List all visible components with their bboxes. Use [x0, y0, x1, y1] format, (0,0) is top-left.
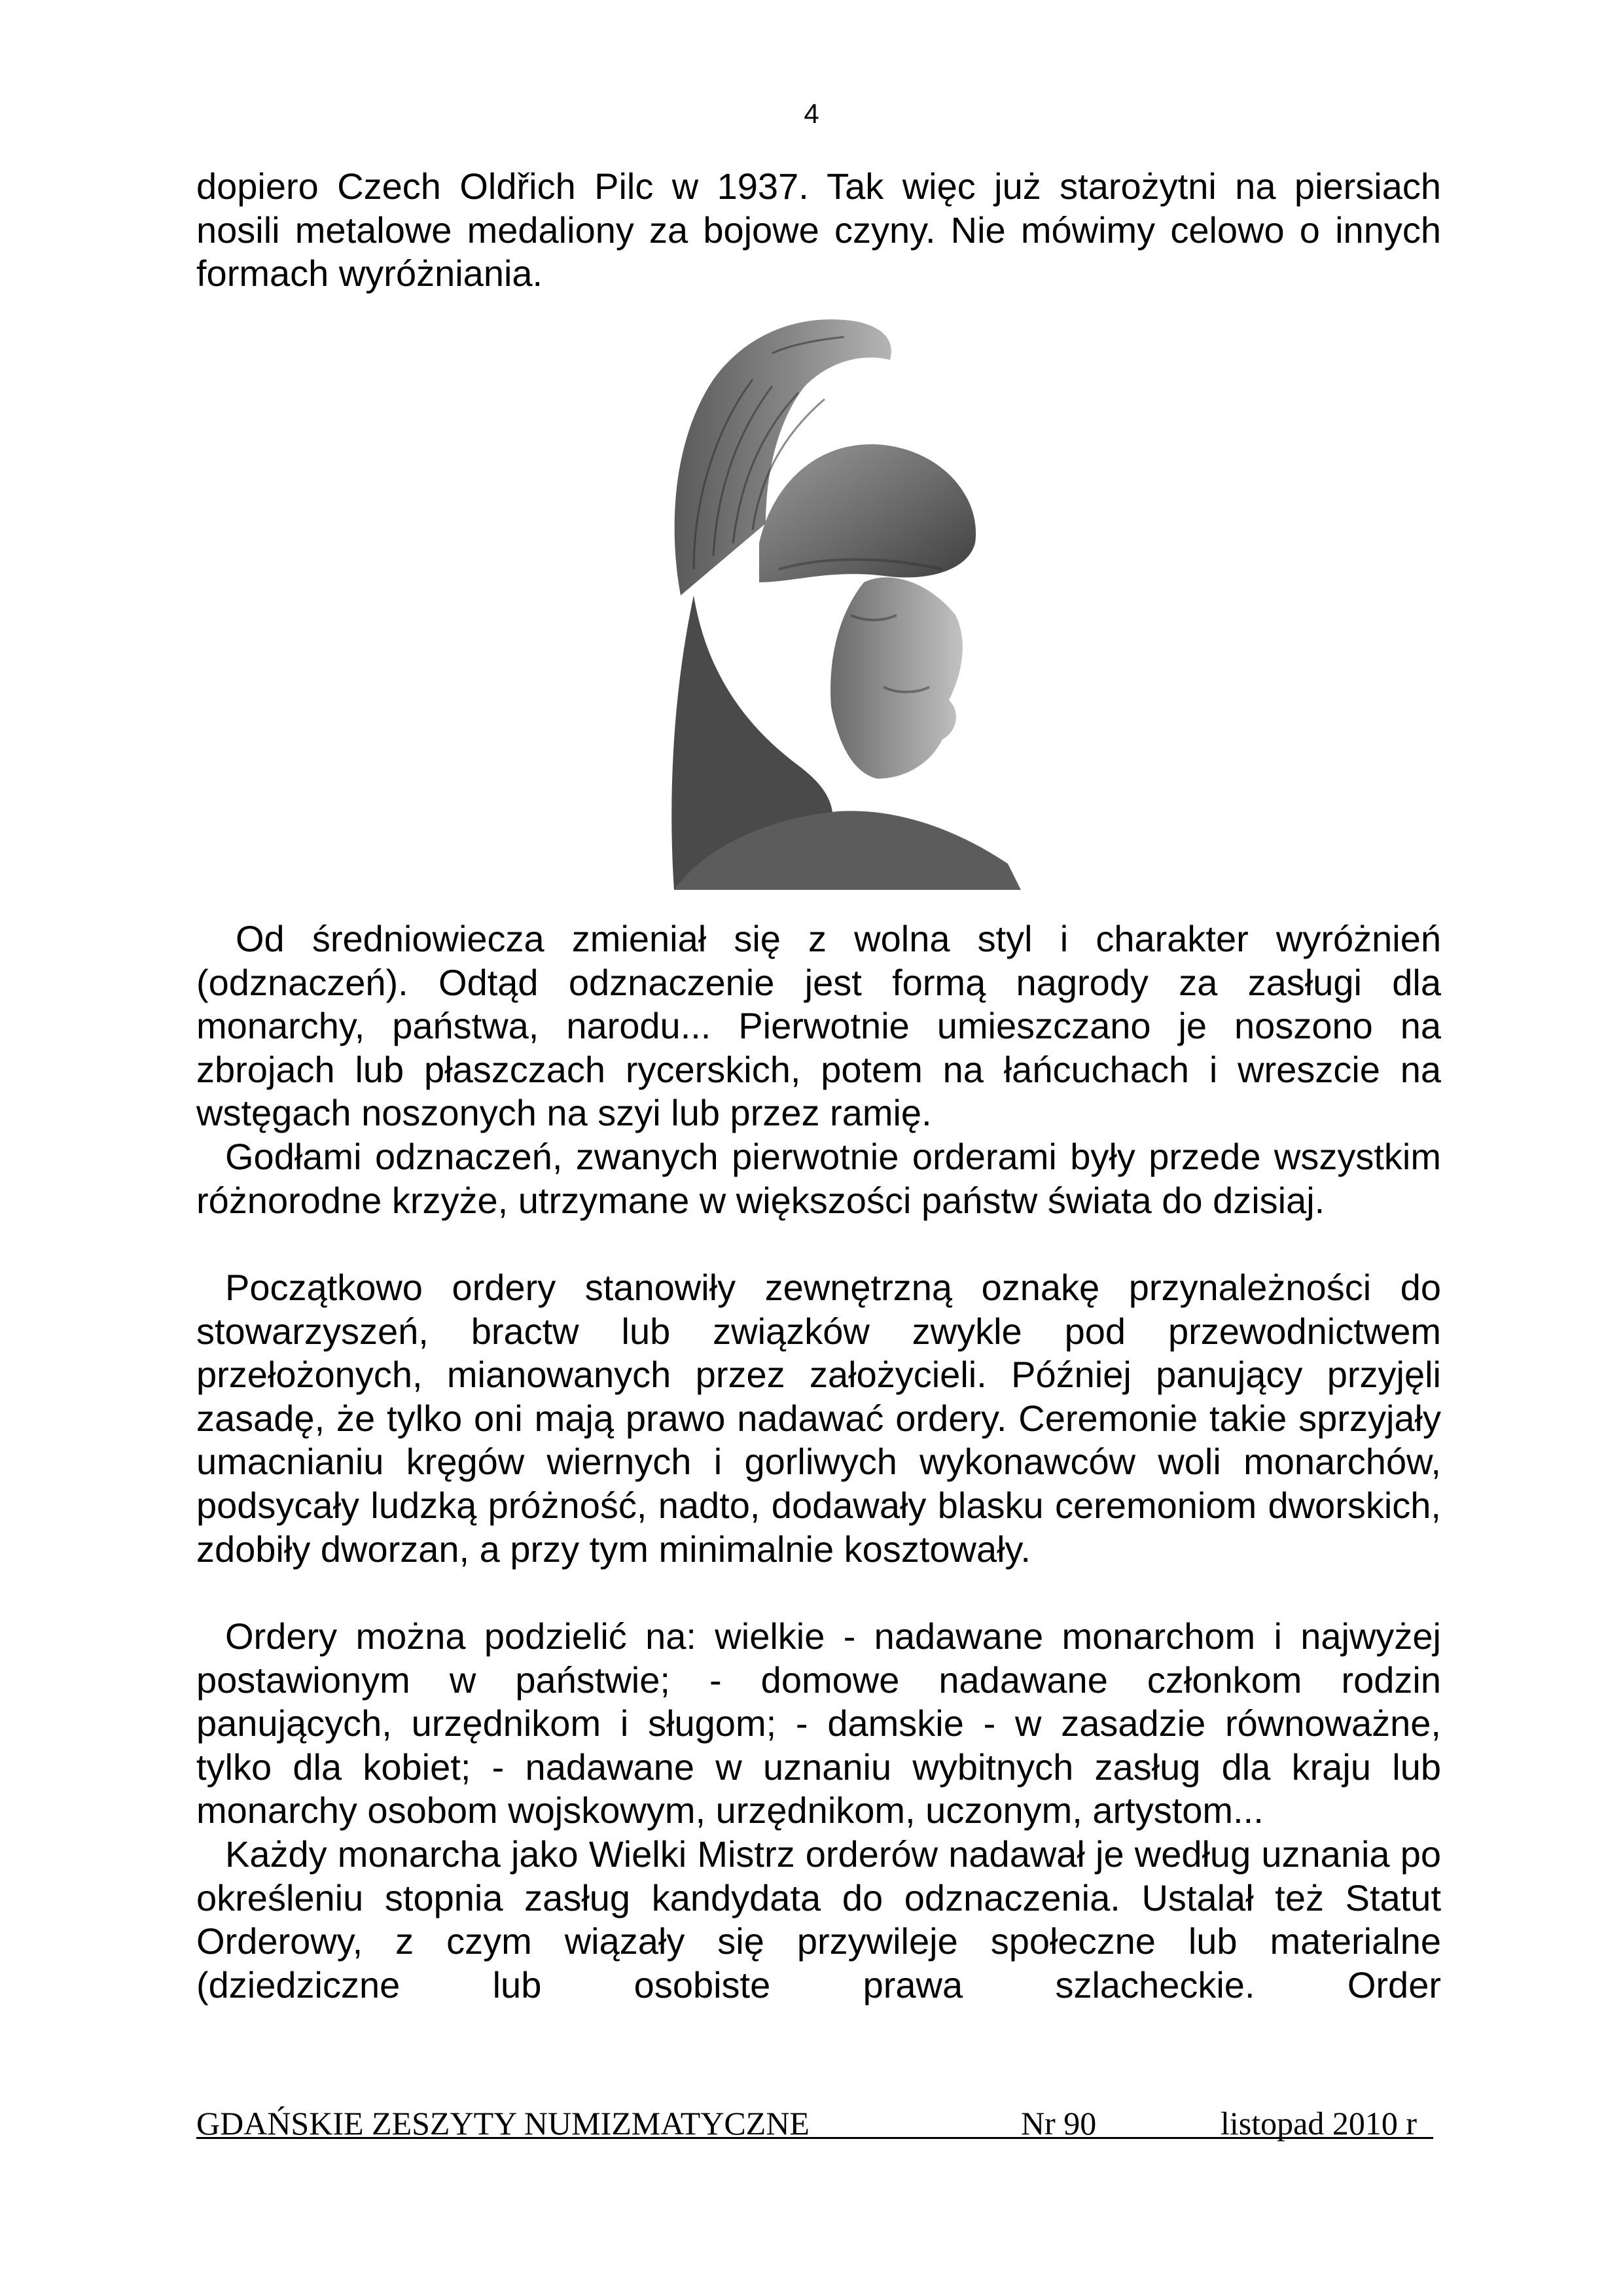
- issue-number: Nr 90: [1021, 2105, 1097, 2142]
- helmeted-bust-illustration: [668, 308, 1021, 890]
- page-footer: [196, 2104, 1427, 2144]
- issue-date: listopad 2010 r: [1221, 2105, 1417, 2142]
- paragraph-medieval: Od średniowiecza zmieniał się z wolna styl i charakter wyróżnień (odznaczeń). Odtąd odznaczenie jest formą nagrody za zasługi dla monarchy, państwa, narodu... Pierwotnie umieszczano je noszono na zbrojach lub płaszczach rycerskich, potem na łańcuchach i wreszcie na wstęgach noszonych na szyi lub przez ramię.: [196, 918, 1441, 1134]
- paragraph-intro: dopiero Czech Oldřich Pilc w 1937. Tak więc już starożytni na piersiach nosili metalowe medaliony za bojowe czyny. Nie mówimy celowo o innych formach wyróżniania.: [196, 166, 1441, 294]
- page-number: 4: [804, 98, 819, 129]
- paragraph-origins: Początkowo ordery stanowiły zewnętrzną oznakę przynależności do stowarzyszeń, bractw lub związków zwykle pod przewodnictwem przełożonych, mianowanych przez założycieli. Później panujący przyjęli zasadę, że tylko oni mają prawo nadawać ordery. Ceremonie takie sprzyjały umacnianiu kręgów wiernych i gorliwych wykonawców woli monarchów, podsycały ludzką próżność, nadto, dodawały blasku ceremoniom dworskich, zdobiły dworzan, a przy tym minimalnie kosztowały.: [196, 1267, 1441, 1570]
- paragraph-grand-master: Każdy monarcha jako Wielki Mistrz orderów nadawał je według uznania po określeniu stopnia zasług kandydata do odznaczenia. Ustalał też Statut Orderowy, z czym wiązały się przywileje społeczne lub materialne (dziedziczne lub osobiste prawa szlacheckie. Order: [196, 1833, 1441, 2005]
- journal-title: GDAŃSKIE ZESZYTY NUMIZMATYCZNE: [196, 2105, 810, 2142]
- paragraph-emblems: Godłami odznaczeń, zwanych pierwotnie orderami były przede wszystkim różnorodne krzyże, utrzymane w większości państw świata do dzisiaj.: [196, 1136, 1441, 1221]
- helmet-shape: [759, 444, 976, 582]
- paragraph-categories: Ordery można podzielić na: wielkie - nadawane monarchom i najwyżej postawionym w państwie; - domowe nadawane członkom rodzin panujących, urzędnikom i sługom; - damskie - w zasadzie równoważne, tylko dla kobiet; - nadawane w uznaniu wybitnych zasług dla kraju lub monarchy osobom wojskowym, urzędnikom, uczonym, artystom...: [196, 1616, 1441, 1831]
- face-shape: [830, 577, 963, 779]
